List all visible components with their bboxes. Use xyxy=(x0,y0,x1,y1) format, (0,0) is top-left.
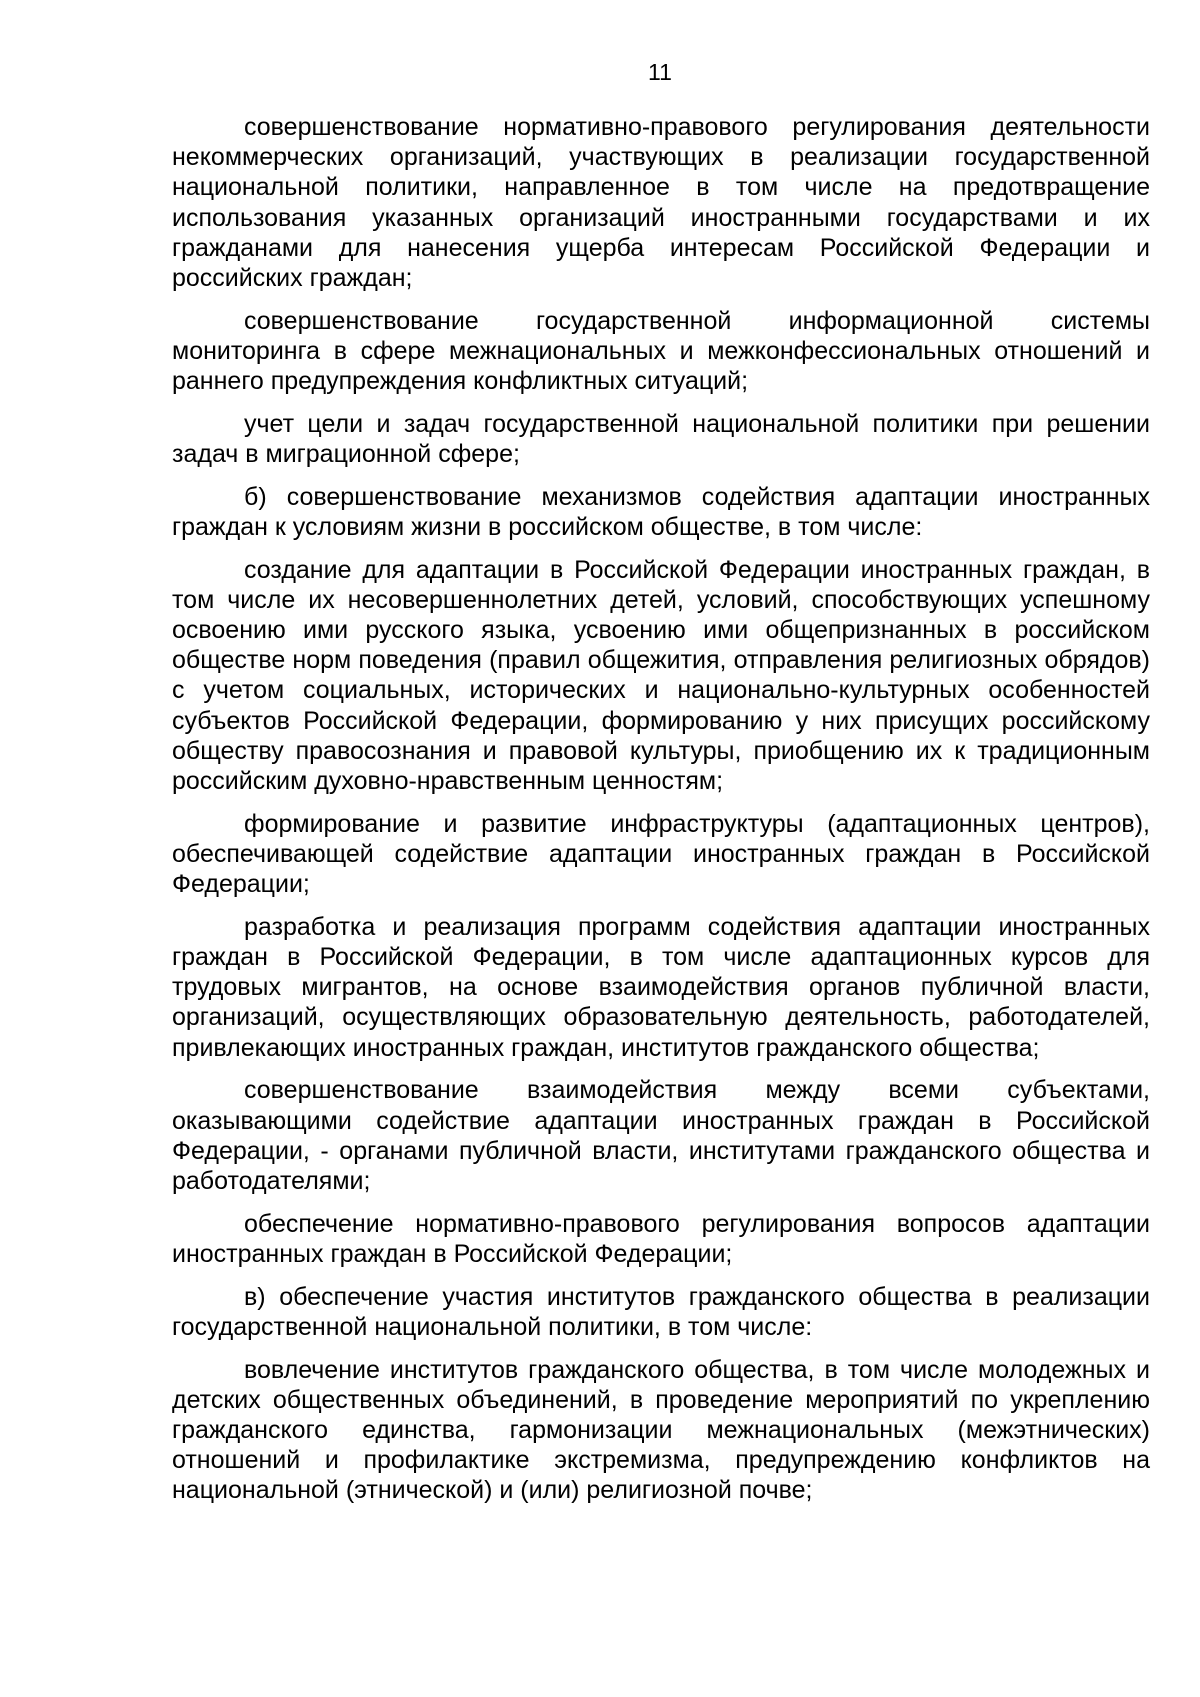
document-body xyxy=(172,112,1150,1518)
paragraph: обеспечение нормативно-правового регулирования вопросов адаптации иностранных граждан в Российской Федерации; xyxy=(172,1209,1150,1268)
paragraph: совершенствование взаимодействия между всеми субъектами, оказывающими содействие адаптации иностранных граждан в Российской Федерации, - органами публичной власти, институтами гражданского общества и работодателями; xyxy=(172,1076,1150,1195)
paragraph: вовлечение институтов гражданского общества, в том числе молодежных и детских общественных объединений, в проведение мероприятий по укреплению гражданского единства, гармонизации межнациональных (межэтнических) отношений и профилактике экстремизма, предупреждению конфликтов на национальной (этнической) и (или) религиозной почве; xyxy=(172,1355,1150,1505)
paragraph: в) обеспечение участия институтов гражданского общества в реализации государственной национальной политики, в том числе: xyxy=(172,1282,1150,1341)
paragraph: разработка и реализация программ содействия адаптации иностранных граждан в Российской Федерации, в том числе адаптационных курсов для трудовых мигрантов, на основе взаимодействия органов публичной власти, организаций, осуществляющих образовательную деятельность, работодателей, привлекающих иностранных граждан, институтов гражданского общества; xyxy=(172,912,1150,1062)
paragraph: учет цели и задач государственной национальной политики при решении задач в миграционной сфере; xyxy=(172,409,1150,469)
paragraph: совершенствование нормативно-правового регулирования деятельности некоммерческих организаций, участвующих в реализации государственной национальной политики, направленное в том числе на предотвращение использования указанных организаций иностранными государствами и их гражданами для нанесения ущерба интересам Российской Федерации и российских граждан; xyxy=(172,113,1150,293)
page-number: 11 xyxy=(648,59,672,85)
paragraph: б) совершенствование механизмов содействия адаптации иностранных граждан к условиям жизни в российском обществе, в том числе: xyxy=(172,482,1150,541)
paragraph: формирование и развитие инфраструктуры (адаптационных центров), обеспечивающей содействие адаптации иностранных граждан в Российской Федерации; xyxy=(172,809,1150,899)
paragraph: создание для адаптации в Российской Федерации иностранных граждан, в том числе их несовершеннолетних детей, условий, способствующих успешному освоению ими русского языка, усвоению ими общепризнанных в российском обществе норм поведения (правил общежития, отправления религиозных обрядов) с учетом социальных, исторических и национально-культурных особенностей субъектов Российской Федерации, формированию у них присущих российскому обществу правосознания и правовой культуры, приобщению их к традиционным российским духовно-нравственным ценностям; xyxy=(172,555,1150,796)
paragraph: совершенствование государственной информационной системы мониторинга в сфере межнациональных и межконфессиональных отношений и раннего предупреждения конфликтных ситуаций; xyxy=(172,306,1150,396)
